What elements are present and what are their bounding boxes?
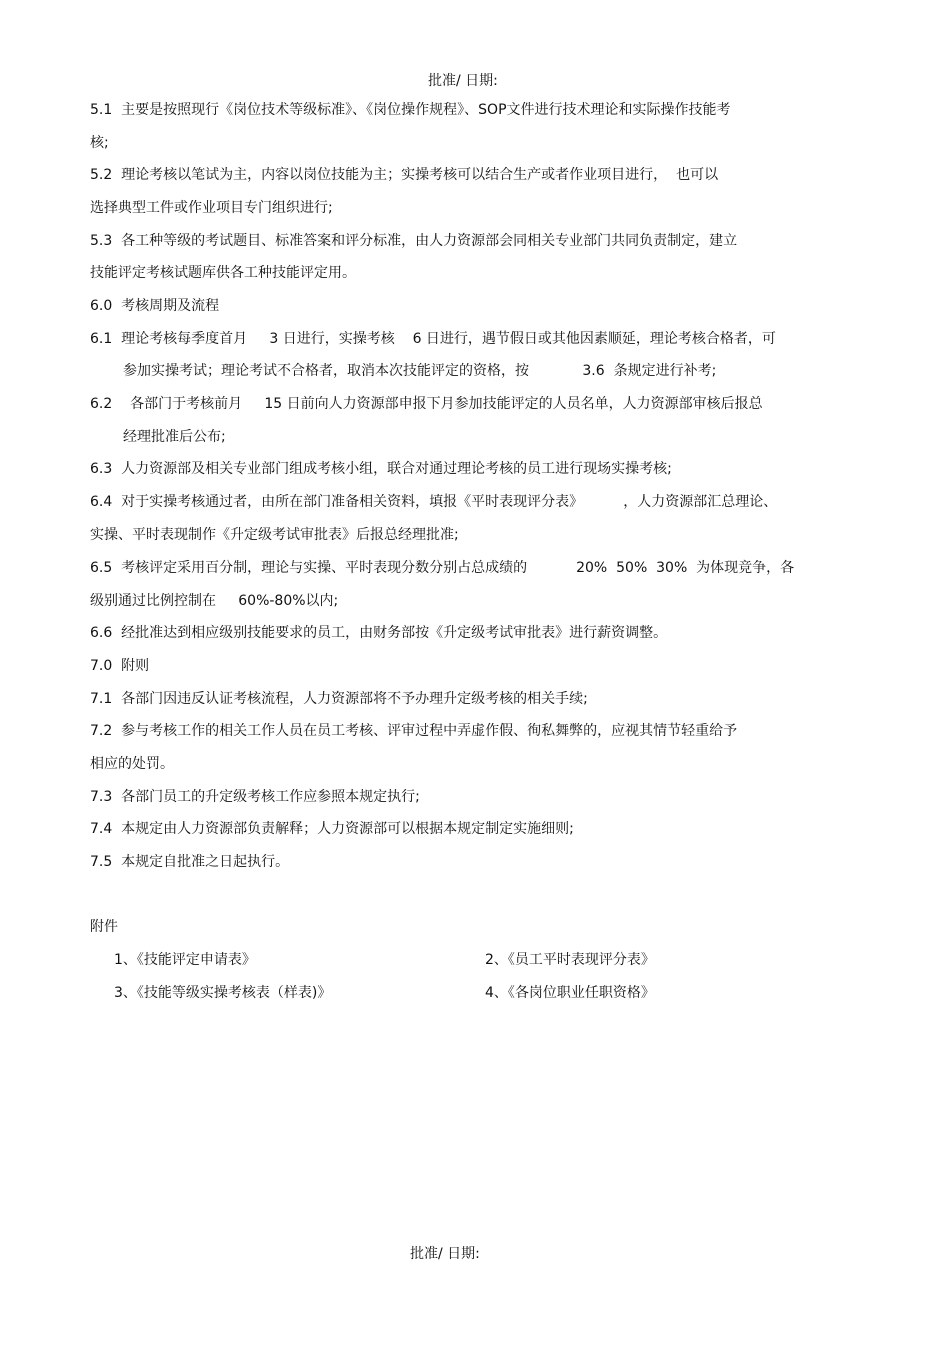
section-7-0: 7.0 附则 [90,658,150,674]
clause-6-4-cont: 实操、平时表现制作《升定级考试审批表》后报总经理批准; [90,527,459,543]
attachment-item: 3、《技能等级实操考核表（样表)》 [114,985,332,1001]
clause-7-3: 7.3 各部门员工的升定级考核工作应参照本规定执行; [90,789,420,805]
clause-7-4: 7.4 本规定由人力资源部负责解释；人力资源部可以根据本规定制定实施细则; [90,821,574,837]
clause-5-2: 5.2 理论考核以笔试为主，内容以岗位技能为主；实操考核可以结合生产或者作业项目进行， 也可以 [90,167,719,183]
clause-7-5: 7.5 本规定自批准之日起执行。 [90,854,290,870]
clause-6-1: 6.1 理论考核每季度首月 3 日进行，实操考核 6 日进行，遇节假日或其他因素顺延，理论考核合格者，可 [90,331,776,347]
attachment-item: 2、《员工平时表现评分表》 [485,952,655,968]
footer-approval-date: 批准/ 日期: [410,1246,480,1262]
clause-7-1: 7.1 各部门因违反认证考核流程，人力资源部将不予办理升定级考核的相关手续; [90,691,588,707]
clause-6-4: 6.4 对于实操考核通过者，由所在部门准备相关资料，填报《平时表现评分表》 ，人力资源部汇总理论、 [90,494,778,510]
clause-6-6: 6.6 经批准达到相应级别技能要求的员工，由财务部按《升定级考试审批表》进行薪资调整。 [90,625,668,641]
clause-6-2-cont: 经理批准后公布; [123,429,226,445]
clause-6-5: 6.5 考核评定采用百分制，理论与实操、平时表现分数分别占总成绩的 20% 50% 30% 为体现竞争，各 [90,560,795,576]
attachment-item: 4、《各岗位职业任职资格》 [485,985,655,1001]
clause-7-2: 7.2 参与考核工作的相关工作人员在员工考核、评审过程中弄虚作假、徇私舞弊的，应视其情节轻重给予 [90,723,738,739]
attachments-title: 附件 [90,919,118,935]
clause-5-1: 5.1 主要是按照现行《岗位技术等级标准》、《岗位操作规程》、SOP文件进行技术理论和实际操作技能考 [90,102,731,118]
clause-5-1-cont: 核; [90,135,109,151]
clause-7-2-cont: 相应的处罚。 [90,756,174,772]
clause-5-3: 5.3 各工种等级的考试题目、标准答案和评分标准，由人力资源部会同相关专业部门共同负责制定，建立 [90,233,738,249]
header-approval-date: 批准/ 日期: [428,73,498,89]
clause-5-2-cont: 选择典型工件或作业项目专门组织进行; [90,200,333,216]
clause-6-2: 6.2 各部门于考核前月 15 日前向人力资源部申报下月参加技能评定的人员名单，人力资源部审核后报总 [90,396,763,412]
clause-5-3-cont: 技能评定考核试题库供各工种技能评定用。 [90,265,356,281]
clause-6-3: 6.3 人力资源部及相关专业部门组成考核小组，联合对通过理论考核的员工进行现场实操考核; [90,461,672,477]
attachment-item: 1、《技能评定申请表》 [114,952,256,968]
clause-6-5-cont: 级别通过比例控制在 60%-80%以内; [90,593,339,609]
clause-6-1-cont: 参加实操考试；理论考试不合格者，取消本次技能评定的资格，按 3.6 条规定进行补考; [123,363,717,379]
section-6-0: 6.0 考核周期及流程 [90,298,220,314]
